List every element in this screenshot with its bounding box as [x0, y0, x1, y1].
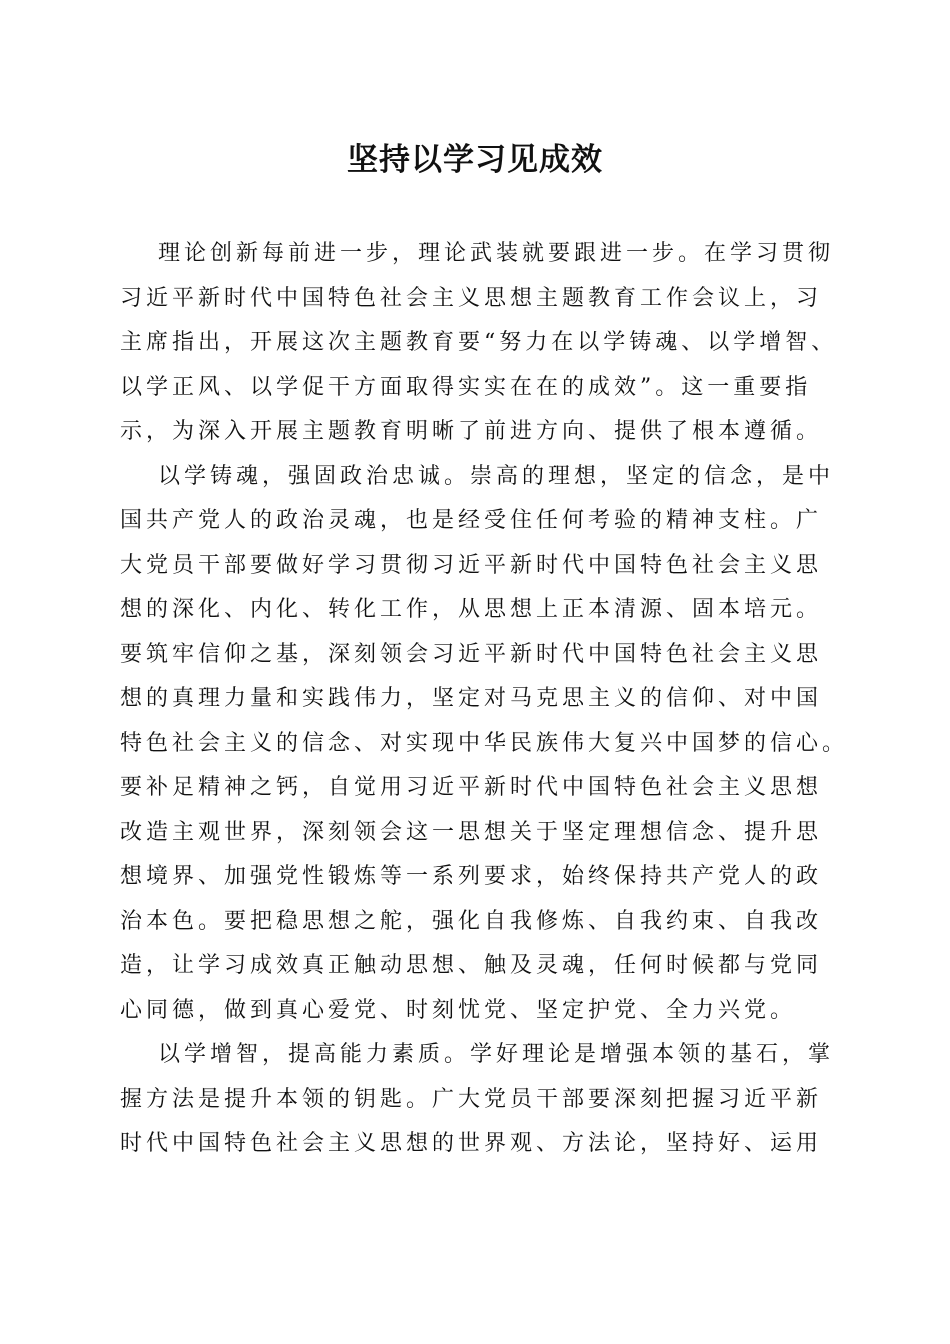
paragraph: [120, 1033, 840, 1167]
paragraph-line: 想的真理力量和实践伟力，坚定对马克思主义的信仰、对中国: [120, 686, 823, 711]
document-title: 坚持以学习见成效: [347, 142, 603, 178]
paragraph-line: 改造主观世界，深刻领会这一思想关于坚定理想信念、提升思: [120, 819, 823, 845]
paragraph-line: 理论创新每前进一步，理论武装就要跟进一步。在学习贯彻: [158, 241, 835, 266]
paragraph-line: 特色社会主义的信念、对实现中华民族伟大复兴中国梦的信心。: [120, 730, 849, 756]
paragraph: [120, 232, 840, 455]
paragraph-line: 习近平新时代中国特色社会主义思想主题教育工作会议上，习: [120, 285, 823, 311]
paragraph-line: 心同德，做到真心爱党、时刻忧党、坚定护党、全力兴党。: [120, 997, 797, 1023]
paragraph-line: 大党员干部要做好学习贯彻习近平新时代中国特色社会主义思: [120, 552, 823, 578]
paragraph-line: 握方法是提升本领的钥匙。广大党员干部要深刻把握习近平新: [120, 1086, 823, 1112]
paragraph: [120, 455, 849, 1034]
paragraph-line: 以学铸魂，强固政治忠诚。崇高的理想，坚定的信念，是中: [158, 463, 835, 489]
paragraph-line: 主席指出，开展这次主题教育要“努力在以学铸魂、以学增智、: [120, 330, 838, 355]
document-body: [120, 232, 849, 1167]
paragraph-line: 治本色。要把稳思想之舵，强化自我修炼、自我约束、自我改: [120, 908, 823, 934]
paragraph-line: 时代中国特色社会主义思想的世界观、方法论，坚持好、运用: [120, 1131, 823, 1156]
paragraph-line: 想的深化、内化、转化工作，从思想上正本清源、固本培元。: [120, 597, 823, 622]
paragraph-line: 造，让学习成效真正触动思想、触及灵魂，任何时候都与党同: [120, 953, 823, 978]
paragraph-line: 想境界、加强党性锻炼等一系列要求，始终保持共产党人的政: [120, 864, 823, 889]
paragraph-line: 以学增智，提高能力素质。学好理论是增强本领的基石，掌: [158, 1042, 835, 1067]
paragraph-line: 示，为深入开展主题教育明晰了前进方向、提供了根本遵循。: [120, 419, 823, 444]
paragraph-line: 以学正风、以学促干方面取得实实在在的成效”。这一重要指: [120, 374, 812, 400]
paragraph-line: 要筑牢信仰之基，深刻领会习近平新时代中国特色社会主义思: [120, 641, 823, 667]
paragraph-line: 要补足精神之钙，自觉用习近平新时代中国特色社会主义思想: [120, 775, 823, 800]
paragraph-line: 国共产党人的政治灵魂，也是经受住任何考验的精神支柱。广: [120, 508, 823, 533]
